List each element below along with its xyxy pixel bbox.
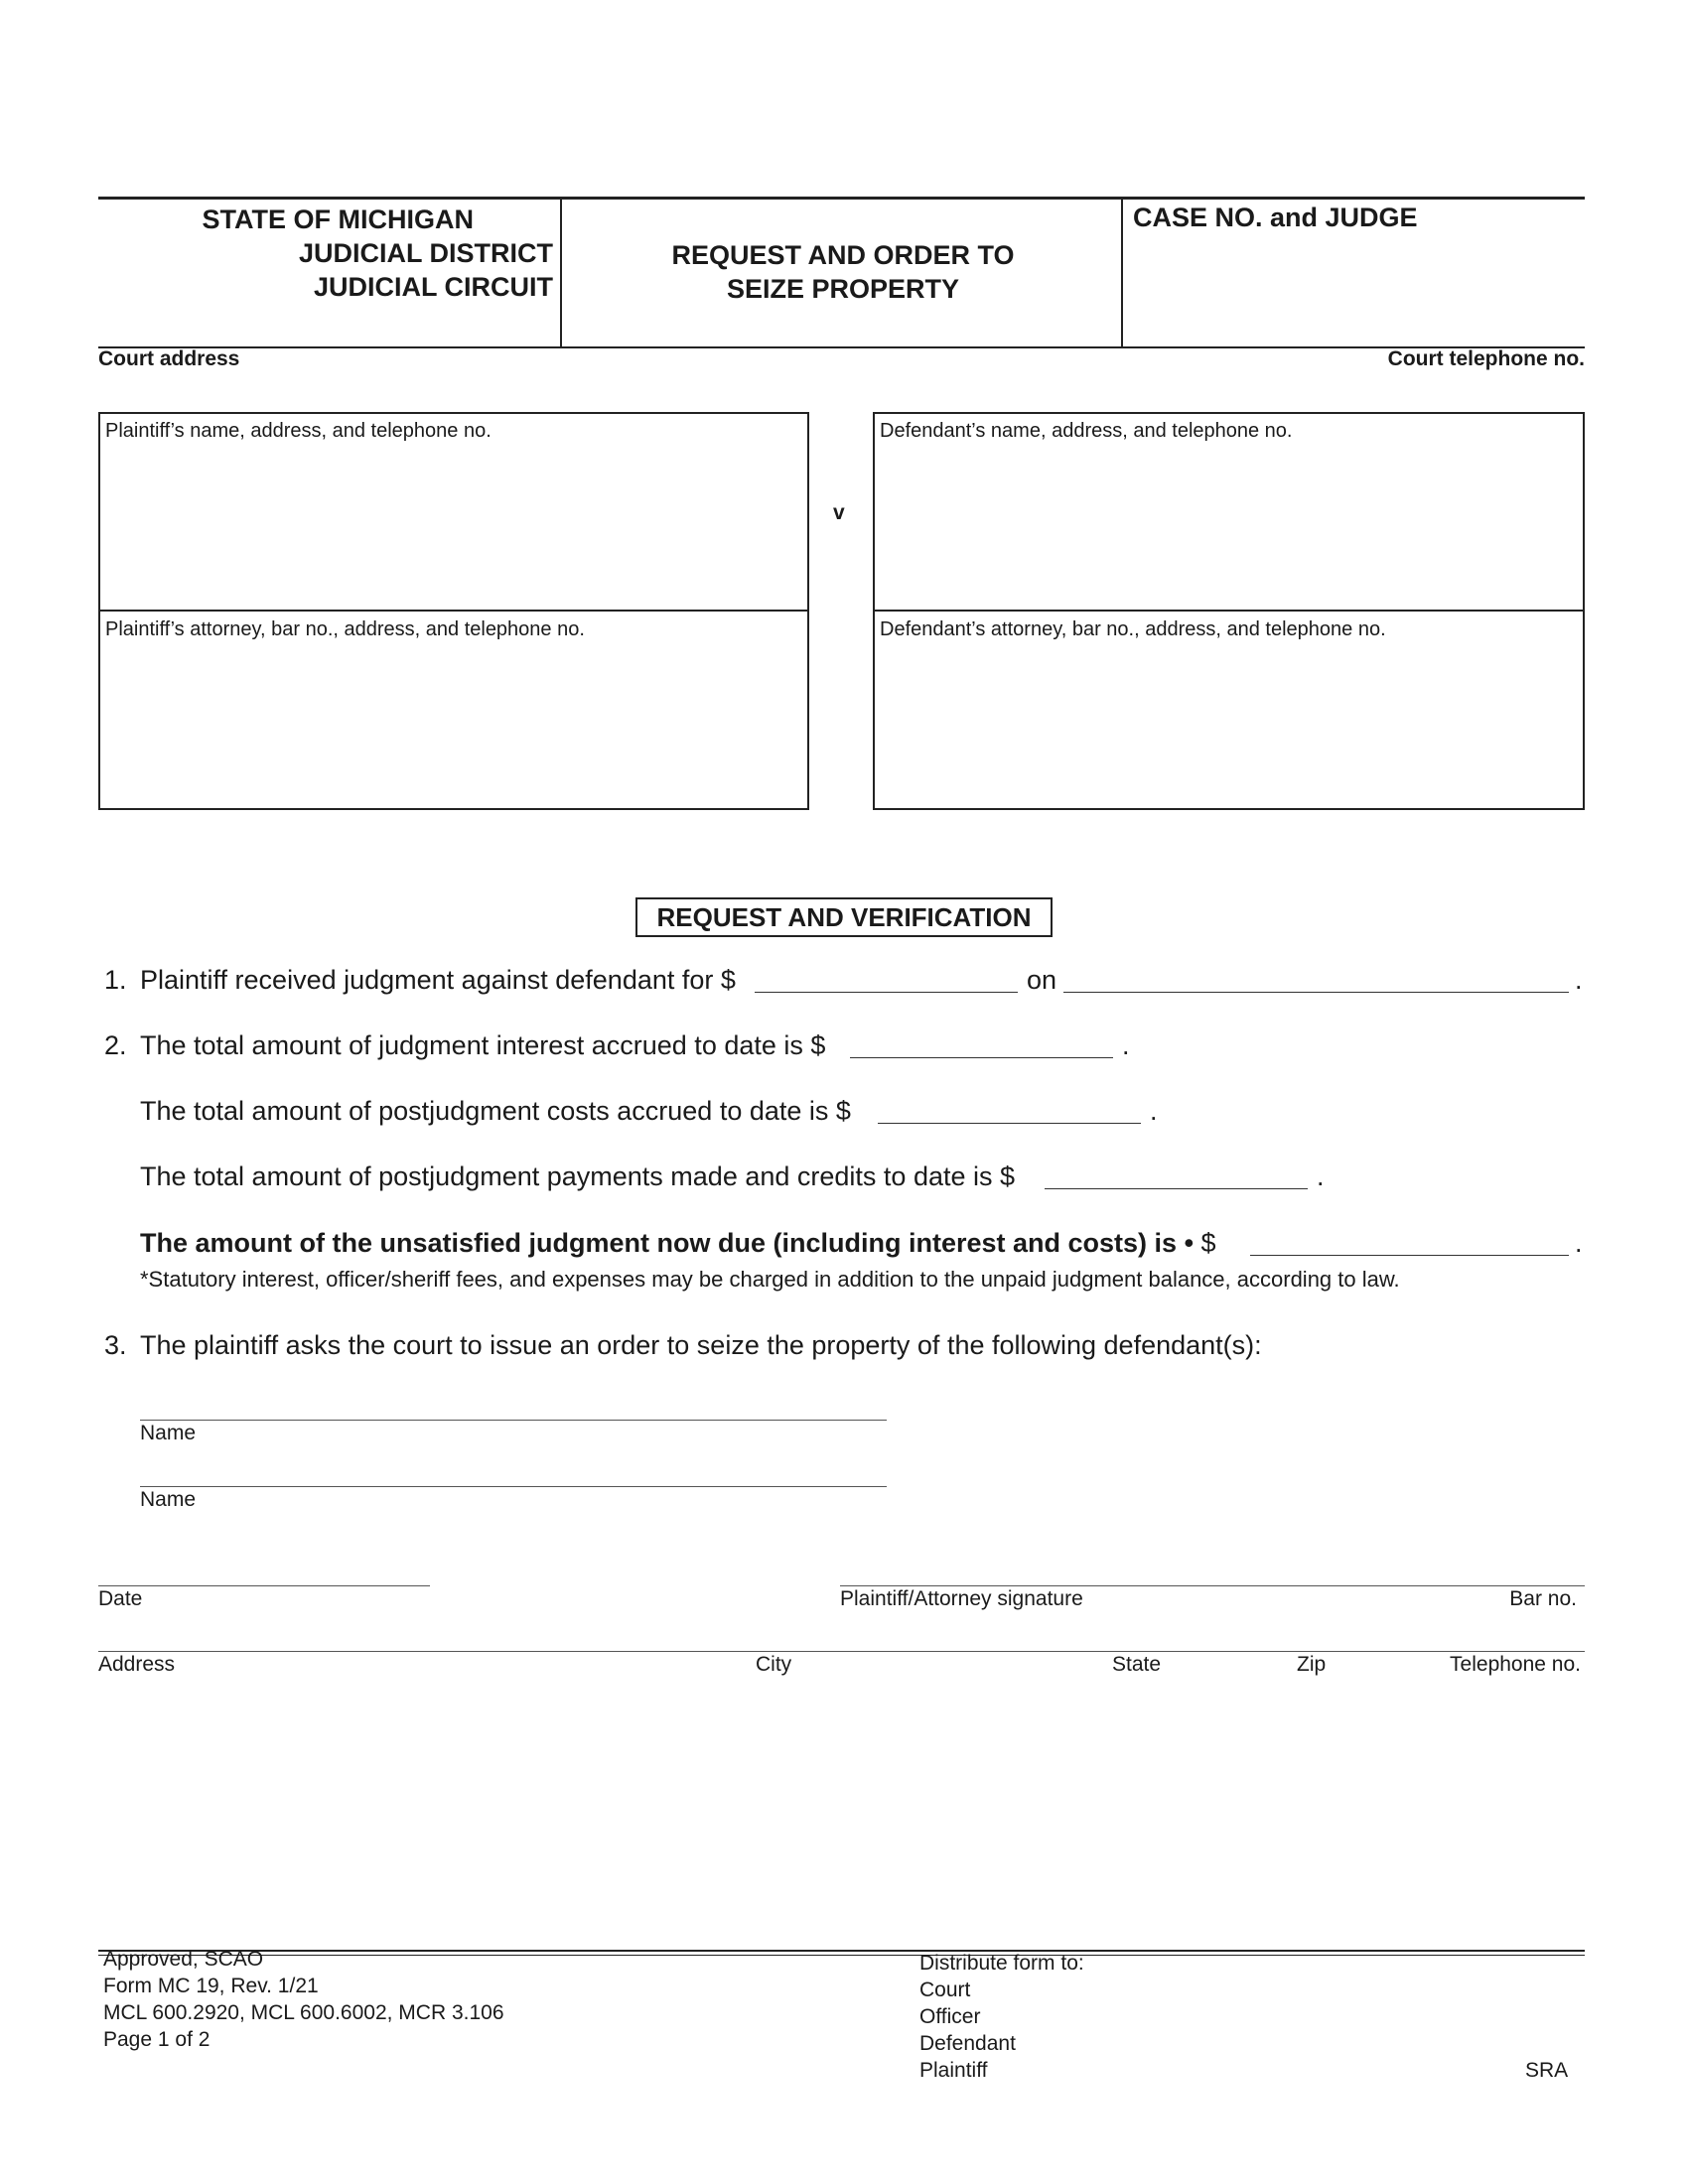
form-title-line1: REQUEST AND ORDER TO	[671, 240, 1015, 270]
defendant-name-field-1[interactable]	[140, 1420, 887, 1421]
page-number: Page 1 of 2	[103, 2028, 211, 2051]
unsatisfied-label: The amount of the unsatisfied judgment now due (including interest and costs) is	[140, 1228, 1178, 1258]
zip-label: Zip	[1297, 1653, 1327, 1676]
defendant-name-label-2: Name	[140, 1488, 197, 1511]
unsatisfied-amount-field[interactable]	[1250, 1255, 1569, 1256]
item2-period: .	[1122, 1030, 1130, 1060]
signature-field[interactable]	[840, 1585, 1585, 1586]
payments-text: The total amount of postjudgment payments made and credits to date is $	[140, 1161, 1016, 1191]
unsatisfied-period: .	[1575, 1228, 1583, 1258]
unsatisfied-text	[140, 1228, 1216, 1259]
bullet-icon: •	[1184, 1228, 1195, 1258]
judgment-amount-field[interactable]	[755, 992, 1018, 993]
date-field[interactable]	[98, 1585, 430, 1586]
form-title-line2: SEIZE PROPERTY	[726, 274, 960, 304]
payments-amount-field[interactable]	[1045, 1188, 1308, 1189]
costs-text: The total amount of postjudgment costs accrued to date is $	[140, 1096, 851, 1126]
defendant-box	[873, 412, 1585, 810]
judgment-date-field[interactable]	[1063, 992, 1569, 993]
dollar-sign: $	[1200, 1228, 1216, 1258]
statute-reference: MCL 600.2920, MCL 600.6002, MCR 3.106	[103, 2001, 504, 2024]
payments-period: .	[1317, 1161, 1325, 1191]
defendant-name-field-2[interactable]	[140, 1486, 887, 1487]
item1-number: 1.	[104, 965, 127, 995]
plaintiff-box-divider	[100, 610, 807, 612]
distribute-officer: Officer	[919, 2005, 981, 2028]
state-name: STATE OF MICHIGAN	[202, 205, 474, 234]
distribute-court: Court	[919, 1979, 971, 2001]
court-telephone-label: Court telephone no.	[1387, 347, 1585, 370]
item3-text: The plaintiff asks the court to issue an order to seize the property of the following defendant(s):	[140, 1330, 1262, 1360]
judicial-district: JUDICIAL DISTRICT	[298, 238, 553, 268]
distribute-title: Distribute form to:	[919, 1952, 1084, 1975]
city-label: City	[756, 1653, 792, 1676]
defendant-name-label-1: Name	[140, 1422, 197, 1444]
header-divider-left	[560, 197, 562, 347]
header-bottom-rule	[98, 346, 1585, 348]
costs-period: .	[1150, 1096, 1158, 1126]
item1-text: Plaintiff received judgment against defendant for $	[140, 965, 736, 995]
footnote: *Statutory interest, officer/sheriff fees, and expenses may be charged in addition to the unpaid judgment balance, according to law.	[140, 1267, 1400, 1292]
defendant-attorney-field[interactable]: Defendant’s attorney, bar no., address, and telephone no.	[880, 618, 1386, 640]
defendant-box-divider	[875, 610, 1583, 612]
case-number-field[interactable]: CASE NO. and JUDGE	[1133, 203, 1418, 232]
versus-label: v	[833, 501, 845, 524]
plaintiff-attorney-field[interactable]: Plaintiff’s attorney, bar no., address, and telephone no.	[105, 618, 585, 640]
form-code: SRA	[1525, 2059, 1569, 2082]
plaintiff-box	[98, 412, 809, 810]
item1-period: .	[1575, 965, 1583, 995]
date-label: Date	[98, 1587, 143, 1610]
judicial-circuit: JUDICIAL CIRCUIT	[313, 272, 553, 302]
costs-amount-field[interactable]	[878, 1123, 1141, 1124]
form-number: Form MC 19, Rev. 1/21	[103, 1975, 319, 1997]
distribute-plaintiff: Plaintiff	[919, 2059, 988, 2082]
address-label: Address	[98, 1653, 176, 1676]
court-jurisdiction	[98, 203, 553, 304]
section-title: REQUEST AND VERIFICATION	[635, 897, 1053, 937]
approved-text: Approved, SCAO	[103, 1948, 264, 1971]
defendant-field[interactable]: Defendant’s name, address, and telephone no.	[880, 420, 1293, 442]
bar-number-label: Bar no.	[1509, 1587, 1577, 1610]
plaintiff-field[interactable]: Plaintiff’s name, address, and telephone no.	[105, 420, 492, 442]
footer-approval	[103, 1946, 504, 2053]
item2-text: The total amount of judgment interest accrued to date is $	[140, 1030, 826, 1060]
court-address-label: Court address	[98, 347, 240, 370]
item2-number: 2.	[104, 1030, 127, 1060]
form-title	[563, 238, 1123, 306]
address-field[interactable]	[98, 1651, 1585, 1652]
telephone-label: Telephone no.	[1450, 1653, 1581, 1676]
signature-label: Plaintiff/Attorney signature	[840, 1587, 1083, 1610]
item1-on: on	[1027, 965, 1057, 995]
distribute-defendant: Defendant	[919, 2032, 1016, 2055]
interest-amount-field[interactable]	[850, 1057, 1113, 1058]
header-top-rule	[98, 197, 1585, 200]
item3-number: 3.	[104, 1330, 127, 1360]
state-label: State	[1112, 1653, 1162, 1676]
distribution-list	[919, 1950, 1084, 2084]
